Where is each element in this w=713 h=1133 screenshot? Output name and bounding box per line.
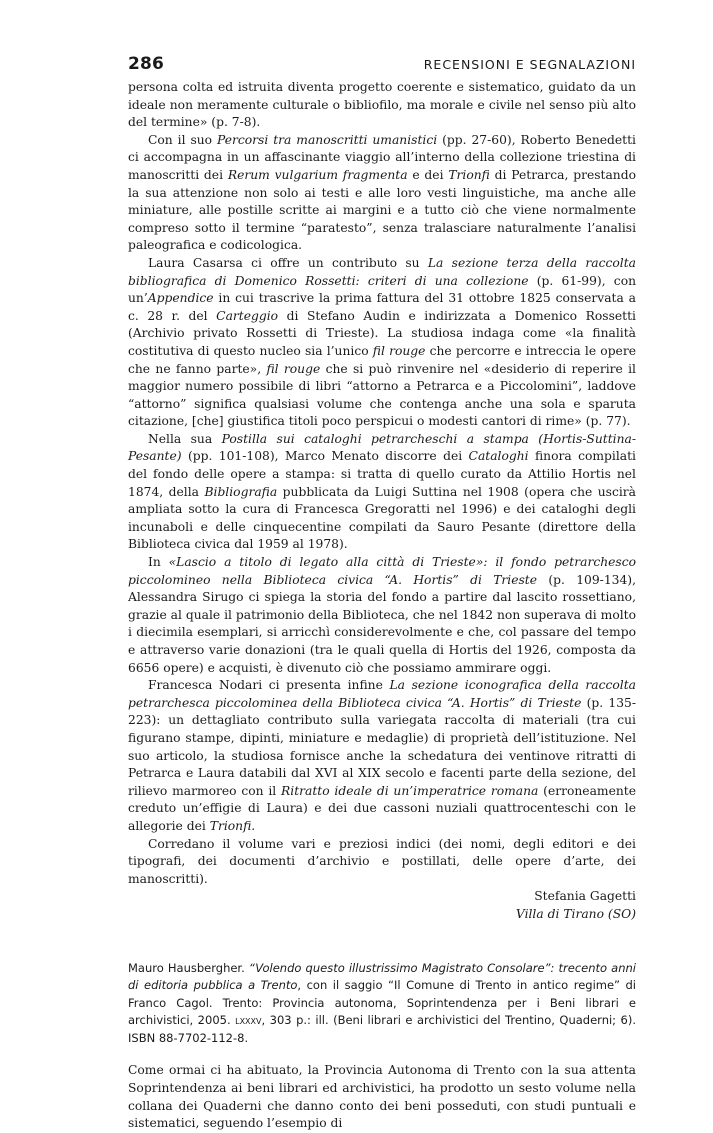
page-header <box>128 54 636 74</box>
italic-text: Bibliografia <box>204 484 278 499</box>
italic-text: fil rouge <box>372 343 426 358</box>
body-paragraph <box>128 255 636 431</box>
body-paragraph <box>128 677 636 835</box>
second-review-paragraph: Come ormai ci ha abituato, la Provincia Autonoma di Trento con la sua attenta Soprintendenza ai beni librari ed archivistici, ha prodotto un sesto volume nella collana dei Quaderni che danno conto dei beni posseduti, con studi puntuali e sistematici, seguendo l’esempio di <box>128 1063 636 1131</box>
text-run: (pp. 101-108), Marco Menato discorre dei <box>181 449 469 464</box>
italic-text: Rerum vulgarium fragmenta <box>227 167 408 182</box>
reviewer-place: Villa di Tirano (SO) <box>515 906 636 921</box>
body-paragraph <box>128 132 636 255</box>
text-run: (erroneamente creduto un’effigie di Laura) e dei due cassoni nuziali quattrocenteschi con le allegorie dei <box>128 783 636 833</box>
text-run: di Petrarca, prestando la sua attenzione non solo ai testi e alle loro vesti linguistiche, ma anche alle miniature, alle postille scritte ai margini e a tutto ciò che viene normalmente compreso sotto il termine “paratesto”, senza tralasciare naturalmente l’analisi paleografica e codicologica. <box>128 167 637 253</box>
running-head: RECENSIONI E SEGNALAZIONI <box>423 57 636 72</box>
review-bibliographic-entry <box>128 960 636 1048</box>
italic-text: Appendice <box>147 291 214 306</box>
body-paragraph <box>128 554 636 677</box>
italic-text: Carteggio <box>216 308 279 323</box>
body-paragraph <box>128 431 636 554</box>
review-title: “Volendo questo illustrissimo Magistrato Consolare”: trecento anni di editoria pubblica a Trento <box>128 960 636 993</box>
italic-text: La sezione iconografica della raccolta petrarchesca piccolominea della Biblioteca civica “A. Hortis” di Trieste <box>128 678 636 710</box>
text-run: Laura Casarsa ci offre un contributo su <box>148 255 428 270</box>
text-run: Corredano il volume vari e preziosi indici (dei nomi, degli editori e dei tipografi, dei documenti d’archivio e postillati, delle opere d’arte, dei manoscritti). <box>128 836 636 886</box>
reviewer-signature <box>128 888 636 923</box>
text-run: (p. 109-134), Alessandra Sirugo ci spiega la storia del fondo a partire dal lascito rossettiano, grazie al quale il patrimonio della Biblioteca, che nel 1842 non superava di molto i diecimila esemplari, si arricchì considerevolmente e che, col passare del tempo e attraverso varie donazioni (tra le quali quella di Hortis del 1926, composta da 6656 opere) e acquisti, è divenuto ciò che possiamo ammirare oggi. <box>128 572 637 675</box>
italic-text: Cataloghi <box>468 449 529 464</box>
review-body <box>128 79 636 888</box>
text-run: persona colta ed istruita diventa progetto coerente e sistematico, guidato da un ideale non meramente culturale o bibliofilo, ma morale e civile nel senso più alto del termine» (p. 7-8). <box>128 80 636 130</box>
body-paragraph <box>128 836 636 889</box>
text-run: Con il suo <box>148 132 218 147</box>
second-review-body <box>128 1062 636 1132</box>
text-run: che percorre e intreccia le opere che ne fanno parte», <box>128 343 636 376</box>
text-run: e dei <box>407 167 449 182</box>
page-number: 286 <box>128 54 165 74</box>
text-run: (p. 135-223): un dettagliato contributo sulla variegata raccolta di materiali (tra cui figurano stampe, dipinti, miniature e medaglie) di proprietà dell’istituzione. Nel suo articolo, la studiosa fornisce anche la schedatura dei ventinove ritratti di Petrarca e Laura databili dal XVI al XIX secolo e facenti parte della sezione, del rilievo marmoreo con il <box>128 695 636 798</box>
reviewer-name: Stefania Gagetti <box>534 889 636 904</box>
text-run: che si può rinvenire nel «desiderio di reperire il maggior numero possibile di libri “attorno a Petrarca e a Piccolomini”, laddove “attorno” significa qualsiasi volume che contenga anche una sola e sparuta citazione, [che] giustifica titoli poco perspicui o modesti cantori di rime» (p. 77). <box>128 361 636 429</box>
italic-text: La sezione terza della raccolta bibliografica di Domenico Rossetti: criteri di una collezione <box>128 255 636 288</box>
text-run: . <box>251 818 256 833</box>
italic-text: Trionfi <box>209 818 252 833</box>
text-run: Nella sua <box>148 431 222 446</box>
review-author: Mauro Hausbergher. <box>128 960 245 975</box>
text-run: (pp. 27-60), Roberto Benedetti ci accompagna in un affascinante viaggio all’interno della collezione triestina di manoscritti dei <box>128 132 636 182</box>
text-run: in cui trascrive la prima fattura del 31 ottobre 1825 conservata a c. 28 r. del <box>128 291 636 323</box>
italic-text: Trionfi <box>448 167 490 182</box>
italic-text: Ritratto ideale di un’imperatrice romana <box>281 783 539 798</box>
body-paragraph <box>128 79 636 132</box>
italic-text: «Lascio a titolo di legato alla città di Trieste»: il fondo petrarchesco piccolomineo nella Biblioteca civica “A. Hortis” di Trieste <box>128 555 637 587</box>
text-run: (p. 61-99), con un’ <box>128 273 637 306</box>
italic-text: fil rouge <box>266 361 321 376</box>
italic-text: Postilla sui cataloghi petrarcheschi a stampa (Hortis-Suttina-Pesante) <box>128 431 636 464</box>
text-run: finora compilati del fondo delle opere a stampa: si tratta di quello curato da Attilio Hortis nel 1874, della <box>128 449 636 499</box>
text-run: di Stefano Audin e indirizzata a Domenico Rossetti (Archivio privato Rossetti di Trieste). La studiosa indaga come «la finalità costitutiva di questo nucleo sia l’unico <box>128 308 636 358</box>
page <box>128 54 636 1133</box>
review-pages-roman: lxxxv <box>235 1013 262 1028</box>
text-run: In <box>148 555 169 570</box>
text-run: Francesca Nodari ci presenta infine <box>148 678 390 693</box>
review-details: , 303 p.: ill. (Beni librari e archivistici del Trentino, Quaderni; 6). ISBN 88-7702-112-8. <box>128 1013 636 1045</box>
review-essay: , con il saggio “Il Comune di Trento in antico regime” di Franco Cagol. Trento: Provincia autonoma, Soprintendenza per i Beni librari e archivistici, 2005. <box>128 978 637 1028</box>
text-run: pubblicata da Luigi Suttina nel 1908 (opera che uscirà ampliata sotto la cura di Francesca Gregoratti nel 1996) e dei cataloghi degli incunaboli e delle cinquecentine compilati da Sauro Pesante (direttore della Biblioteca civica dal 1959 al 1978). <box>128 484 636 552</box>
italic-text: Percorsi tra manoscritti umanistici <box>217 132 438 147</box>
